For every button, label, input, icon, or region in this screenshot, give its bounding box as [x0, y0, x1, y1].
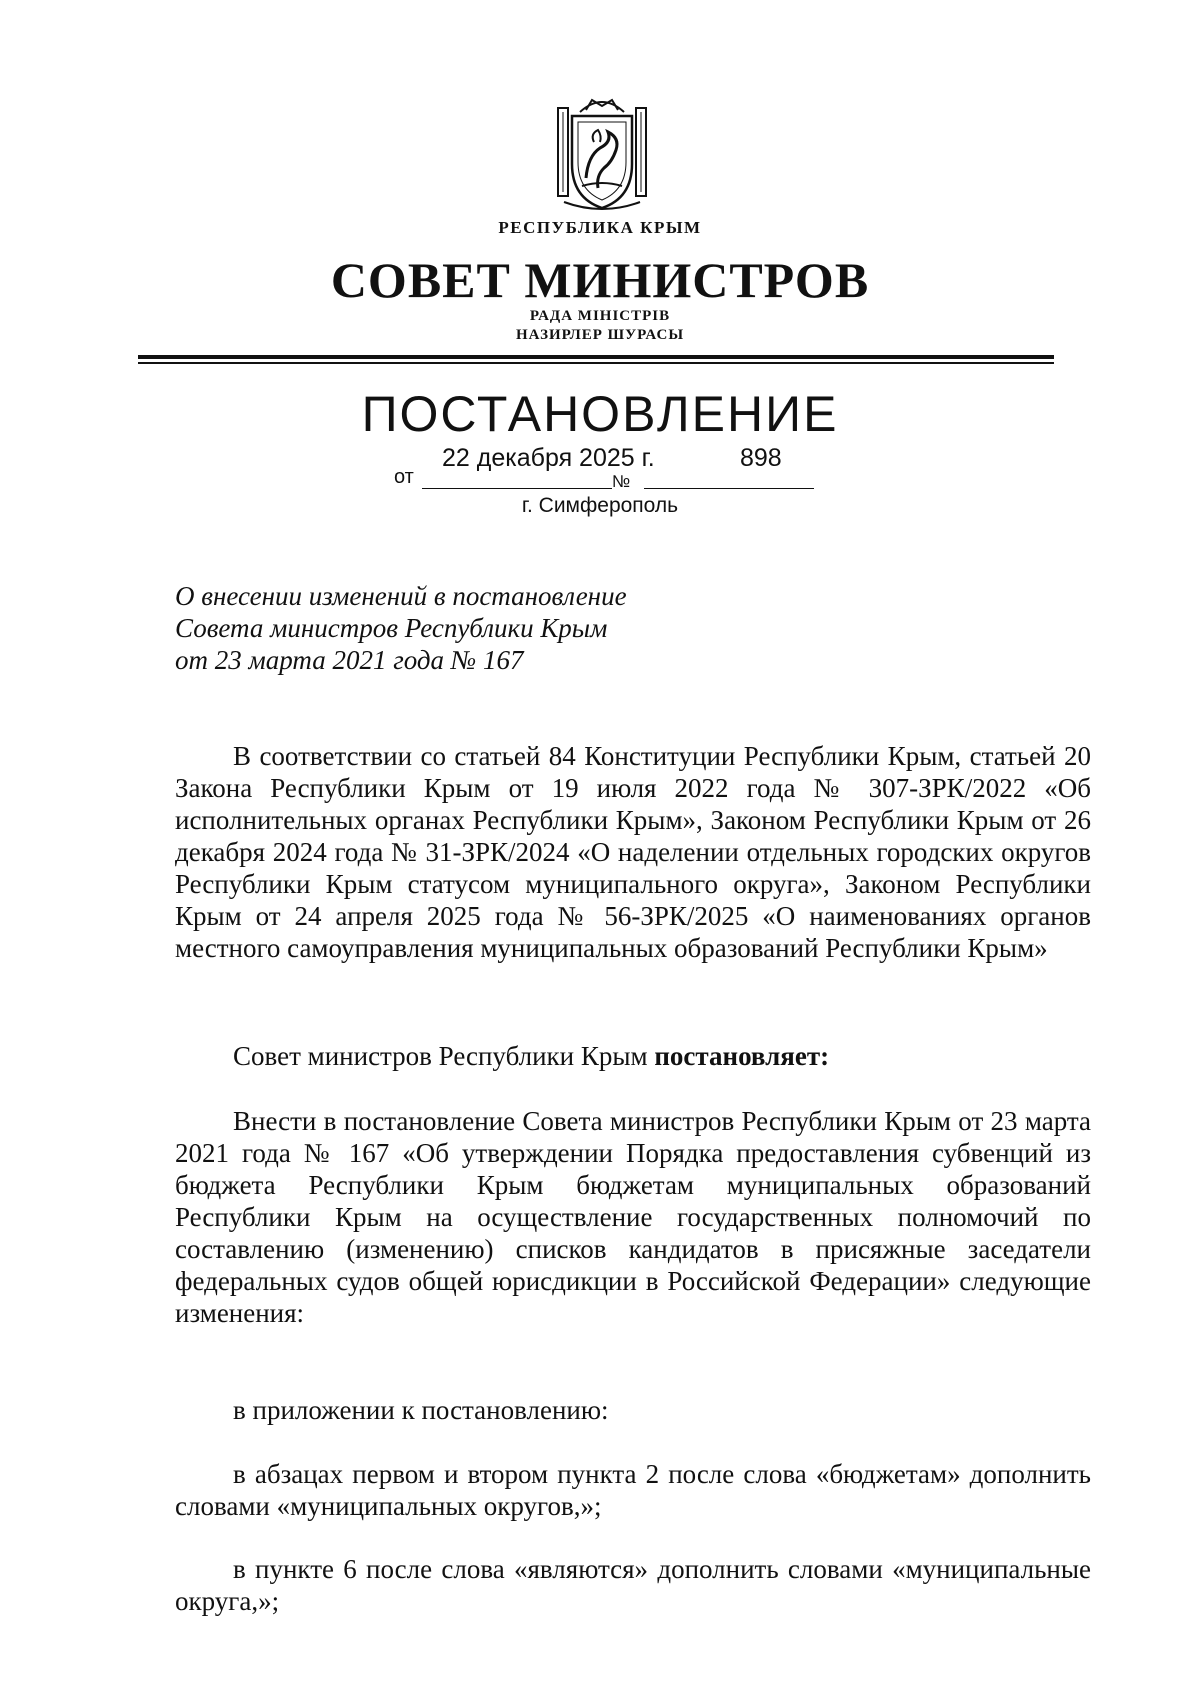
coat-of-arms-icon: [550, 90, 654, 212]
republic-name: РЕСПУБЛИКА КРЫМ: [498, 218, 702, 237]
resolution-paragraph: [175, 1040, 1091, 1072]
paragraph-text-start: Совет министров Республики Крым: [233, 1041, 655, 1071]
amendment-item: [175, 1458, 1091, 1522]
paragraph-text: В соответствии со статьей 84 Конституции Республики Крым, статьей 20 Закона Республики Крым от 19 июля 2022 года № 307-ЗРК/2022 «Об исполнительных органах Республики Крым», Законом Республики Крым от 26 декабря 2024 года № 31-ЗРК/2024 «О наделении отдельных городских округов Республики Крым статусом муниципального округа», Законом Республики Крым от 24 апреля 2025 года № 56-ЗРК/2025 «О наименованиях органов местного самоуправления муниципальных образований Республики Крым»: [175, 741, 1091, 963]
council-title-crimean-tatar: НАЗИРЛЕР ШУРАСЫ: [515, 327, 685, 343]
paragraph-text: [175, 1040, 1091, 1072]
appendix-paragraph: [175, 1394, 1091, 1426]
council-title: СОВЕТ МИНИСТРОВ: [330, 252, 870, 308]
decree-number: 898: [740, 444, 782, 472]
paragraph-text: в абзацах первом и втором пункта 2 после слова «бюджетам» дополнить словами «муниципальных округов,»;: [175, 1459, 1091, 1521]
number-sign: №: [612, 472, 631, 491]
number-underline: [644, 488, 814, 489]
decree-date-number-line: [394, 444, 814, 490]
amendment-paragraph: [175, 1105, 1091, 1329]
paragraph-text: Внести в постановление Совета министров Республики Крым от 23 марта 2021 года № 167 «Об утверждении Порядка предоставления субвенций из бюджета Республики Крым бюджетам муниципальных образований Республики Крым на осуществление государственных полномочий по составлению (изменению) списков кандидатов в присяжные заседатели федеральных судов общей юрисдикции в Российской Федерации» следующие изменения:: [175, 1106, 1091, 1328]
preamble-paragraph: [175, 740, 1091, 964]
decree-date: 22 декабря 2025 г.: [442, 444, 655, 472]
decree-city: г. Симферополь: [521, 494, 679, 517]
document-type: ПОСТАНОВЛЕНИЕ: [361, 386, 839, 442]
subject-line: О внесении изменений в постановление: [175, 581, 627, 611]
header-rule-thin: [138, 362, 1054, 364]
header-rule-thick: [138, 355, 1054, 359]
date-prefix: от: [394, 466, 414, 488]
subject-line: Совета министров Республики Крым: [175, 613, 608, 643]
date-underline: [422, 488, 612, 489]
amendment-item: [175, 1553, 1091, 1617]
council-title-ukrainian: РАДА МІНІСТРІВ: [529, 308, 671, 324]
council-title-alt-languages: [0, 307, 1200, 345]
paragraph-text: в приложении к постановлению:: [233, 1395, 609, 1425]
paragraph-text: в пункте 6 после слова «являются» дополнить словами «муниципальные округа,»;: [175, 1554, 1091, 1616]
resolves-keyword: постановляет:: [654, 1041, 830, 1071]
subject-line: от 23 марта 2021 года № 167: [175, 645, 524, 675]
decree-subject: [175, 580, 627, 676]
